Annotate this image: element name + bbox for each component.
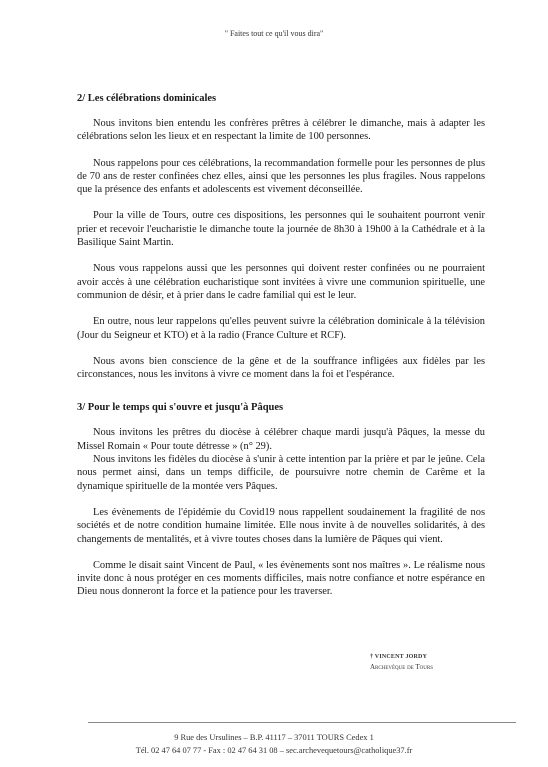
signature-name: † VINCENT JORDY bbox=[370, 654, 428, 660]
page-footer bbox=[0, 731, 548, 757]
section-3-paragraph-1: Les évènements de l'épidémie du Covid19 nous rappellent soudainement la fragilité de nos sociétés et de notre condition humaine limitée. Elle nous invite à de nouvelles solidarités, à des changements de mentalités, et à vivre toutes choses dans la lumière de Pâques qui vient. bbox=[77, 506, 485, 545]
footer-divider bbox=[88, 722, 516, 723]
section-3-paragraph-2: Comme le disait saint Vincent de Paul, « les évènements sont nos maîtres ». Le réalisme nous invite donc à nous protéger en ces moments difficiles, mais notre confiance et notre espérance en Dieu nous donneront la force et la patience pour les traverser. bbox=[77, 559, 485, 598]
section-2-title: 2/ Les célébrations dominicales bbox=[77, 93, 217, 104]
letter-body bbox=[77, 92, 485, 599]
section-2-paragraph-4: Nous vous rappelons aussi que les personnes qui doivent rester confinées ou ne pourraient avoir accès à une célébration eucharistique sont invitées à vivre une communion spirituelle, une communion de désir, et à prier dans le cadre familial qui est le leur. bbox=[77, 263, 485, 301]
signature-role: Archevêque de Tours bbox=[370, 663, 433, 671]
section-3-line-2: Nous invitons les fidèles du diocèse à s'unir à cette intention par la prière et par le jeûne. Cela nous permet ainsi, dans un temps difficile, de poursuivre notre chemin de Carême et la dynamique spirituelle de la montée vers Pâques. bbox=[77, 454, 485, 492]
footer-contact: Tél. 02 47 64 07 77 - Fax : 02 47 64 31 08 – sec.archevequetours@catholique37.fr bbox=[135, 746, 413, 755]
section-3-title: 3/ Pour le temps qui s'ouvre et jusqu'à Pâques bbox=[77, 402, 284, 414]
section-2-paragraph-6: Nous avons bien conscience de la gêne et de la souffrance infligées aux fidèles par les circonstances, nous les invitons à vivre ce moment dans la foi et l'espérance. bbox=[77, 355, 485, 381]
section-2-paragraph-2: Nous rappelons pour ces célébrations, la recommandation formelle pour les personnes de plus de 70 ans de rester confinées chez elles, ainsi que les personnes les plus fragiles. Nous rappelons que la présence des enfants et adolescents est vivement déconseillée. bbox=[77, 157, 485, 196]
section-3-line-1: Nous invitons les prêtres du diocèse à célébrer chaque mardi jusqu'à Pâques, la messe du Missel Romain « Pour toute détresse » (n° 29). bbox=[77, 427, 485, 452]
section-2-paragraph-3: Pour la ville de Tours, outre ces dispositions, les personnes qui le souhaitent pourront venir prier et recevoir l'eucharistie le dimanche toute la journée de 8h30 à 19h00 à la Cathédrale et à la Basilique Saint Martin. bbox=[77, 210, 485, 249]
page-header-quote: " Faites tout ce qu'il vous dira" bbox=[224, 29, 324, 38]
footer-address: 9 Rue des Ursulines – B.P. 41117 – 37011 TOURS Cedex 1 bbox=[174, 733, 374, 742]
section-2-paragraph-1: Nous invitons bien entendu les confrères prêtres à célébrer le dimanche, mais à adapter les célébrations selon les lieux et en respectant la limite de 100 personnes. bbox=[77, 118, 485, 143]
signature-block bbox=[370, 652, 490, 672]
section-2-paragraph-5: En outre, nous leur rappelons qu'elles peuvent suivre la célébration dominicale à la télévision (Jour du Seigneur et KTO) et à la radio (France Culture et RCF). bbox=[77, 316, 485, 341]
